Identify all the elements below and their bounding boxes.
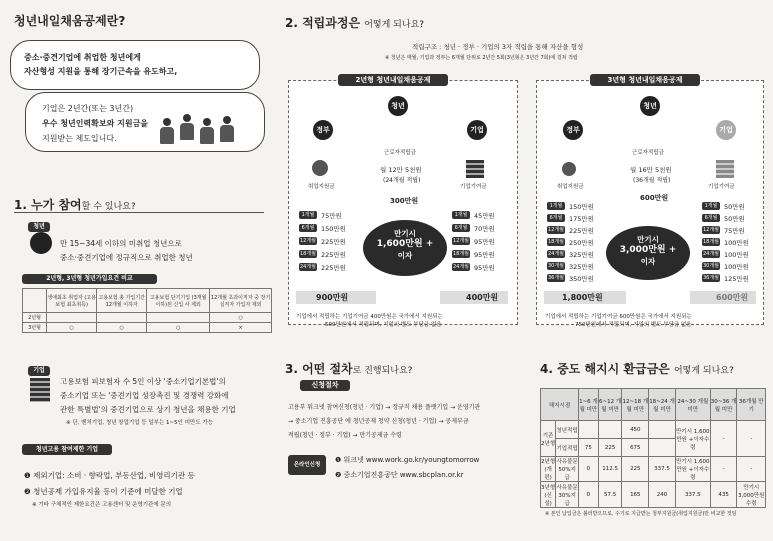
plan3-gov-row-amount: 225만원 xyxy=(569,227,594,235)
table-cell: 450 xyxy=(622,421,649,439)
plan3-youth-amount-sub: (36개월 적립) xyxy=(633,177,671,184)
plan2-gov-sub: 취업지원금 xyxy=(308,184,335,190)
site1-link[interactable]: ❶ 워크넷 www.work.go.kr/youngtomorrow xyxy=(335,456,480,464)
table-cell: 만기시 1,600만원 +이자수령 xyxy=(675,457,710,482)
plan3-gov-row-amount: 325만원 xyxy=(569,263,594,271)
plan2-youth-amount: 월 12만 5천원 xyxy=(380,166,422,174)
table-cell: 337.5 xyxy=(649,457,676,482)
plan3-company-row-period: 36개월 xyxy=(702,275,720,281)
plan3-company-row-amount: 100만원 xyxy=(724,239,749,247)
plan2-gov-row-amount: 225만원 xyxy=(321,264,346,272)
refund-title: 4. 중도 해지시 환급금은 어떻게 되나요? xyxy=(540,362,734,376)
table-cell: ○ xyxy=(210,313,272,323)
table-cell: 435 xyxy=(710,482,737,508)
plan3-company-row-period: 12개월 xyxy=(702,227,720,233)
plan2-company-circle: 기업 xyxy=(467,120,487,140)
intro2-line3: 지원받는 제도입니다. xyxy=(42,134,117,143)
plan3-gov-sub: 취업지원금 xyxy=(557,184,584,190)
apply-title: 3. 어떤 절차로 진행되나요? xyxy=(285,362,413,376)
plan3-gov-row-amount: 175만원 xyxy=(569,215,594,223)
process-title: 2. 적립과정은 어떻게 되나요? xyxy=(285,16,425,30)
table-cell xyxy=(649,421,676,439)
table-cell xyxy=(649,439,676,457)
plan3-gov-circle: 정부 xyxy=(563,120,583,140)
table-header xyxy=(23,289,47,313)
worker-illustration xyxy=(180,114,194,140)
building-icon xyxy=(466,160,484,178)
plan3-footer2: 750만원에서 적립되며, 기업의 별도 부담금 없음 xyxy=(575,322,692,328)
apply-line2: → 중소기업 진흥공단 에 청년공제 청약 신청(청년 · 기업) → 공제부금 xyxy=(288,418,469,425)
table-header: 1~6 개월 미만 xyxy=(579,389,599,421)
plan2-youth-amount-sub: (24개월 적립) xyxy=(383,177,421,184)
pig-line: 1,600만원 + xyxy=(376,239,434,249)
table-cell: 165 xyxy=(622,482,649,508)
plan3-youth-total: 600만원 xyxy=(640,194,669,202)
table-cell: - xyxy=(737,421,766,457)
intro-line1: 중소·중견기업에 취업한 청년에게 xyxy=(24,53,141,62)
plan3-gov-row-amount: 350만원 xyxy=(569,275,594,283)
plan2-gov-total: 900만원 xyxy=(296,291,376,304)
table-header: 해지시점 xyxy=(541,389,579,421)
table-cell: 337.5 xyxy=(675,482,710,508)
structure-line: 적립구조 : 청년 · 정부 · 기업의 3자 적립을 통해 자산을 형성 xyxy=(412,43,584,51)
table-header: 고용보험 총 가입기간 12개월 이하자 xyxy=(97,289,147,313)
plan2-gov-row-amount: 225만원 xyxy=(321,238,346,246)
intro-line2: 자산형성 지원을 통해 장기근속을 유도하고, xyxy=(24,67,178,76)
plan2-youth-sub: 근로자적립금 xyxy=(384,150,416,156)
table-cell xyxy=(579,421,599,439)
plan3-gov-row-period: 12개월 xyxy=(547,227,565,233)
plan3-youth-amount: 월 16만 5천원 xyxy=(630,166,672,174)
building-icon xyxy=(716,160,734,178)
table-cell: 기업적립 xyxy=(556,439,579,457)
table-cell: 225 xyxy=(622,457,649,482)
table-cell: 225 xyxy=(598,439,622,457)
pig-line: 만기시 xyxy=(637,235,659,244)
apply-line1: 고용부 워크넷 참여신청(청년 · 기업) → 정규직 채용 플랫기입 → 운영기관 xyxy=(288,404,481,411)
youth-badge: 청년 xyxy=(28,222,50,232)
apply-bar: 신청절차 xyxy=(300,380,350,391)
taegeuk-icon xyxy=(562,162,576,176)
table-header: 24~30 개월 미만 xyxy=(675,389,710,421)
plan2-company-row-period: 18개월 xyxy=(452,251,470,257)
plan2-gov-row-period: 1개월 xyxy=(299,211,317,219)
plan2-piggy-bank xyxy=(363,220,447,276)
plan3-gov-total: 1,800만원 xyxy=(544,291,626,304)
table-cell: 청년적립 xyxy=(556,421,579,439)
youth-avatar-icon xyxy=(30,232,52,254)
company-badge: 기업 xyxy=(28,366,50,376)
plan3-gov-row-period: 24개월 xyxy=(547,251,565,257)
taegeuk-icon xyxy=(312,160,328,176)
company-line1: 고용보험 피보험자 수 5인 이상 '중소기업기본법'의 xyxy=(60,377,226,386)
company-note: ※ 단, 벤처기업, 청년 창업기업 등 일부는 1~5인 미만도 가능 xyxy=(66,420,214,426)
plan3-company-row-amount: 75만원 xyxy=(724,227,745,235)
table-row-label: 2년형 (개편) xyxy=(541,457,556,482)
plan2-gov-row-amount: 75만원 xyxy=(321,212,342,220)
table-cell: 만기시 1,600만원 +이자수령 xyxy=(675,421,710,457)
table-row-label: 3년형 (신설) xyxy=(541,482,556,508)
plan2-company-row-period: 1개월 xyxy=(452,211,470,219)
table-cell: ○ xyxy=(47,323,97,333)
table-cell: - xyxy=(710,421,737,457)
plan3-company-circle: 기업 xyxy=(716,120,736,140)
plan2-gov-row-period: 24개월 xyxy=(299,264,317,270)
structure-note: ※ 청년은 매월, 기업과 정부는 6개월 단위로 2년간 5회(3년형은 3년간 7회)에 걸쳐 적립 xyxy=(385,55,578,61)
plan2-company-row-period: 12개월 xyxy=(452,238,470,244)
plan2-gov-row-period: 6개월 xyxy=(299,224,317,232)
plan3-company-row-amount: 100만원 xyxy=(724,251,749,259)
table-bar: 2년형, 3년형 청년가입요건 비교 xyxy=(22,274,157,284)
table-header: 30~36 개월 미만 xyxy=(710,389,737,421)
table-cell: - xyxy=(710,457,737,482)
worker-illustration xyxy=(160,118,174,144)
table-cell: ○ xyxy=(147,323,210,333)
table-header: 36개월 만기 xyxy=(737,389,766,421)
table-cell: 112.5 xyxy=(598,457,622,482)
table-cell xyxy=(97,313,147,323)
youth-line2: 중소·중견기업에 정규직으로 취업한 청년 xyxy=(60,253,193,262)
intro-box xyxy=(10,40,260,90)
plan3-gov-row-period: 30개월 xyxy=(547,263,565,269)
table-cell: 57.5 xyxy=(598,482,622,508)
refund-note: ※ 본인 납입금은 불러받으므로, 수기로 지급받는 청부지원금(취업지원금)만 비교한 것임 xyxy=(545,511,737,517)
table-header: 생애최초 취업자 (고용보험 최초취득) xyxy=(47,289,97,313)
table-cell: 75 xyxy=(579,439,599,457)
site2-link[interactable]: ❷ 중소기업진흥공단 www.sbcplan.or.kr xyxy=(335,471,464,479)
plan2-company-row-amount: 95만원 xyxy=(474,264,495,272)
refund-table xyxy=(540,388,766,508)
plan2-company-row-amount: 70만원 xyxy=(474,225,495,233)
table-header: 12개월 초과이직자 중 장기실직자 가입자 제외 xyxy=(210,289,272,313)
plan3-piggy-bank xyxy=(606,226,690,280)
plan2-youth-total: 300만원 xyxy=(390,197,419,205)
plan2-company-row-amount: 45만원 xyxy=(474,212,495,220)
plan3-title: 3년형 청년내일채움공제 xyxy=(590,74,700,86)
table-cell: 0 xyxy=(579,482,599,508)
intro2-line2: 우수 청년인력확보와 지원금을 xyxy=(42,119,149,128)
plan2-title: 2년형 청년내일채움공제 xyxy=(338,74,448,86)
pig-line: 이자 xyxy=(397,251,413,260)
plan3-company-row-period: 30개월 xyxy=(702,263,720,269)
plan3-company-row-amount: 100만원 xyxy=(724,263,749,271)
plan2-gov-circle: 정부 xyxy=(313,120,333,140)
plan2-company-row-amount: 95만원 xyxy=(474,238,495,246)
who-title: 1. 누가 참여할 수 있나요? xyxy=(14,198,136,212)
plan3-youth-sub: 근로자적립금 xyxy=(632,150,664,156)
table-cell: ○ xyxy=(97,323,147,333)
plan2-company-row-period: 24개월 xyxy=(452,264,470,270)
plan2-company-total: 400만원 xyxy=(440,291,508,304)
table-cell: 만기시 3,000만원 수령 xyxy=(737,482,766,508)
plan2-youth-circle: 청년 xyxy=(388,96,408,116)
plan2-company-row-period: 6개월 xyxy=(452,224,470,232)
table-cell: - xyxy=(737,457,766,482)
plan3-company-row-amount: 125만원 xyxy=(724,275,749,283)
plan3-company-row-period: 24개월 xyxy=(702,251,720,257)
table-cell: 사유불문 50%지급 xyxy=(556,457,579,482)
building-icon xyxy=(30,378,50,402)
pig-line: 3,000만원 + xyxy=(619,245,677,255)
plan2-footer2: 500만원에서 적립되며, 기업의 별도 부담금 없음 xyxy=(325,322,442,328)
divider xyxy=(14,212,264,213)
table-cell xyxy=(147,313,210,323)
table-row-label: 2년형 xyxy=(23,313,47,323)
table-header: 고용보험 단기기입 (3개월 이하)된 신입 사 제외 xyxy=(147,289,210,313)
plan3-gov-row-period: 36개월 xyxy=(547,275,565,281)
restrict-line2: ❷ 청년공제 가입유지율 등이 기준에 미달한 기업 xyxy=(24,487,183,496)
pig-line: 이자 xyxy=(640,257,656,266)
table-header: 6~12 개월 미만 xyxy=(598,389,622,421)
table-header: 18~24 개월 미만 xyxy=(649,389,676,421)
plan3-gov-row-period: 1개월 xyxy=(547,202,565,210)
restrict-note: ※ 기타 구체적인 제한요건은 고용센터 및 운영기관에 문의 xyxy=(32,502,172,508)
company-line2: 중소기업 또는 '중견기업 성장촉진 및 경쟁력 강화에 xyxy=(60,391,229,400)
plan2-footer1: 기업에서 적립하는 기업기여금 400만원은 국가에서 지원되는 xyxy=(296,314,443,320)
plan3-company-sub: 기업기여금 xyxy=(708,184,735,190)
plan3-company-row-amount: 50만원 xyxy=(724,215,745,223)
table-cell xyxy=(47,313,97,323)
table-header: 12~18 개월 미만 xyxy=(622,389,649,421)
worker-illustration xyxy=(200,118,214,144)
table-cell: 사유불문 30%지급 xyxy=(556,482,579,508)
intro-title: 청년내일채움공제란? xyxy=(14,14,126,28)
plan3-company-total: 600만원 xyxy=(690,291,756,304)
plan3-company-row-period: 18개월 xyxy=(702,239,720,245)
plan3-gov-row-amount: 250만원 xyxy=(569,239,594,247)
eligibility-table xyxy=(22,288,272,333)
intro2-line1: 기업은 2년간(또는 3년간) xyxy=(42,104,134,113)
youth-line1: 만 15~34세 이하의 미취업 청년으로 xyxy=(60,239,182,248)
table-row-label: 3년형 xyxy=(23,323,47,333)
plan3-gov-row-amount: 150만원 xyxy=(569,203,594,211)
plan3-footer1: 기업에서 적립하는 기업기여금 600만원은 국가에서 지원되는 xyxy=(545,314,692,320)
plan3-youth-circle: 청년 xyxy=(640,96,660,116)
plan3-gov-row-period: 18개월 xyxy=(547,239,565,245)
company-line3: 관한 특별법'의 중견기업으로 상기 청년을 채용한 기업 xyxy=(60,405,236,414)
plan2-company-row-amount: 95만원 xyxy=(474,251,495,259)
plan2-gov-row-amount: 150만원 xyxy=(321,225,346,233)
plan3-company-row-period: 6개월 xyxy=(702,214,720,222)
online-badge: 온라인신청 xyxy=(288,455,326,475)
table-cell xyxy=(598,421,622,439)
table-cell: 0 xyxy=(579,457,599,482)
restrict-line1: ❶ 제외기업: 소비 · 향락업, 부동산업, 비영리기관 등 xyxy=(24,471,195,480)
apply-line3: 적립(청년 · 정부 · 기업) → 만기공제금 수령 xyxy=(288,432,402,439)
table-row-label: 기존 2년형 xyxy=(541,421,556,457)
table-cell: 240 xyxy=(649,482,676,508)
plan3-gov-row-period: 6개월 xyxy=(547,214,565,222)
plan3-company-row-amount: 50만원 xyxy=(724,203,745,211)
table-cell: 675 xyxy=(622,439,649,457)
table-cell: × xyxy=(210,323,272,333)
plan2-gov-row-period: 12개월 xyxy=(299,238,317,244)
plan3-gov-row-amount: 325만원 xyxy=(569,251,594,259)
restrict-bar: 청년고용 참여제한 기업 xyxy=(22,444,112,455)
plan3-company-row-period: 1개월 xyxy=(702,202,720,210)
plan2-company-sub: 기업기여금 xyxy=(460,184,487,190)
plan2-gov-row-amount: 225만원 xyxy=(321,251,346,259)
plan2-gov-row-period: 18개월 xyxy=(299,251,317,257)
worker-illustration xyxy=(220,116,234,142)
pig-line: 만기시 xyxy=(394,229,416,238)
